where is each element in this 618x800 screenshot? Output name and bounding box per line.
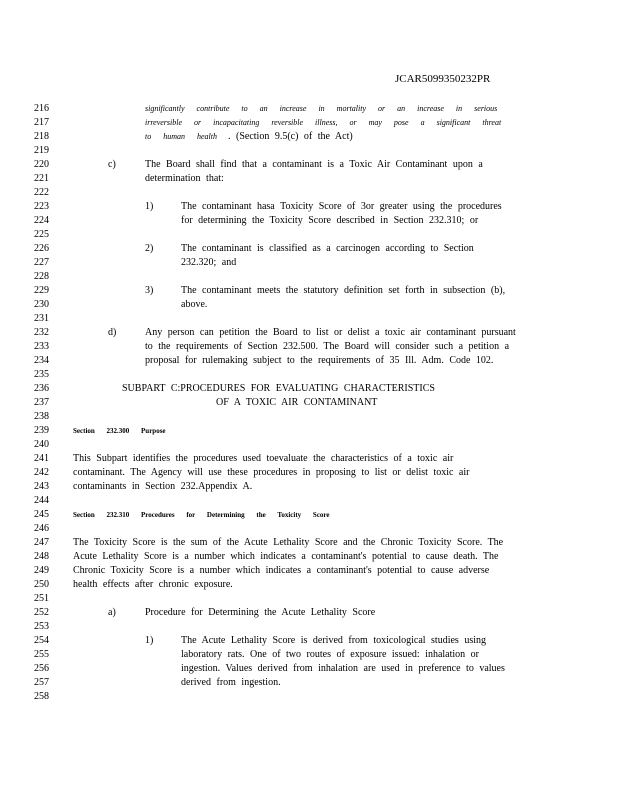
line-number: 257: [34, 676, 49, 688]
line-number: 244: [34, 494, 49, 506]
document-line: [0, 466, 618, 480]
line-number: 240: [34, 438, 49, 450]
line-text: The Acute Lethality Score is derived from toxicological studies using: [181, 634, 486, 646]
document-line: [0, 270, 618, 284]
document-line: [0, 550, 618, 564]
line-text: . (Section 9.5(c) of the Act): [228, 130, 353, 142]
line-text: a): [108, 606, 116, 618]
line-text: Acute Lethality Score is a number which indicates a contaminant's potential to cause death. The: [73, 550, 499, 562]
document-line: [0, 298, 618, 312]
line-text: above.: [181, 298, 208, 310]
document-id-header: JCAR5099350232PR: [395, 73, 491, 85]
line-number: 223: [34, 200, 49, 212]
document-line: [0, 284, 618, 298]
line-number: 234: [34, 354, 49, 366]
document-line: [0, 312, 618, 326]
line-number: 236: [34, 382, 49, 394]
line-text: contaminants in Section 232.Appendix A.: [73, 480, 253, 492]
line-text: proposal for rulemaking subject to the requirements of 35 Ill. Adm. Code 102.: [145, 354, 494, 366]
line-text: determination that:: [145, 172, 224, 184]
document-line: [0, 326, 618, 340]
line-text: The contaminant meets the statutory definition set forth in subsection (b),: [181, 284, 506, 296]
line-number: 225: [34, 228, 49, 240]
line-text: d): [108, 326, 117, 338]
document-line: [0, 592, 618, 606]
line-number: 252: [34, 606, 49, 618]
document-line: [0, 452, 618, 466]
document-line: [0, 648, 618, 662]
document-line: [0, 564, 618, 578]
document-line: [0, 634, 618, 648]
line-number: 238: [34, 410, 49, 422]
document-line: [0, 494, 618, 508]
document-line: [0, 508, 618, 522]
line-number: 255: [34, 648, 49, 660]
document-line: [0, 620, 618, 634]
document-line: [0, 158, 618, 172]
line-number: 241: [34, 452, 49, 464]
document-line: [0, 662, 618, 676]
line-text: significantly contribute to an increase in mortality or an increase in serious: [145, 103, 498, 113]
document-line: [0, 214, 618, 228]
line-text: Chronic Toxicity Score is a number which indicates a contaminant's potential to cause adverse: [73, 564, 490, 576]
line-number: 239: [34, 424, 49, 436]
line-text: The contaminant hasa Toxicity Score of 3or greater using the procedures: [181, 200, 502, 212]
line-number: 250: [34, 578, 49, 590]
line-text: Section 232.310 Procedures for Determining the Toxicity Score: [73, 510, 330, 519]
document-line: [0, 424, 618, 438]
line-number: 218: [34, 130, 49, 142]
document-line: [0, 438, 618, 452]
line-number: 258: [34, 690, 49, 702]
document-line: [0, 382, 618, 396]
line-text: to the requirements of Section 232.500. The Board will consider such a petition a: [145, 340, 510, 352]
line-number: 221: [34, 172, 49, 184]
line-text: for determining the Toxicity Score described in Section 232.310; or: [181, 214, 479, 226]
line-number: 224: [34, 214, 49, 226]
document-line: [0, 186, 618, 200]
line-number: 254: [34, 634, 49, 646]
document-line: [0, 410, 618, 424]
line-text: 2): [145, 242, 154, 254]
line-number: 233: [34, 340, 49, 352]
line-text: ingestion. Values derived from inhalation are used in preference to values: [181, 662, 505, 674]
document-line: [0, 606, 618, 620]
line-text: Section 232.300 Purpose: [73, 426, 166, 435]
line-number: 216: [34, 102, 49, 114]
line-text: laboratory rats. One of two routes of exposure issued: inhalation or: [181, 648, 479, 660]
line-text: This Subpart identifies the procedures used toevaluate the characteristics of a toxic air: [73, 452, 454, 464]
line-number: 251: [34, 592, 49, 604]
document-line: [0, 256, 618, 270]
line-number: 220: [34, 158, 49, 170]
document-line: [0, 144, 618, 158]
document-line: [0, 480, 618, 494]
line-text: 3): [145, 284, 154, 296]
line-number: 253: [34, 620, 49, 632]
line-text: to human health: [145, 131, 217, 141]
document-line: [0, 340, 618, 354]
line-text: 232.320; and: [181, 256, 237, 268]
line-number: 232: [34, 326, 49, 338]
line-text: health effects after chronic exposure.: [73, 578, 233, 590]
line-number: 217: [34, 116, 49, 128]
line-number: 246: [34, 522, 49, 534]
line-number: 219: [34, 144, 49, 156]
line-number: 256: [34, 662, 49, 674]
line-number: 237: [34, 396, 49, 408]
line-number: 226: [34, 242, 49, 254]
document-line: [0, 690, 618, 704]
document-line: [0, 102, 618, 116]
document-line: [0, 228, 618, 242]
document-line: [0, 676, 618, 690]
line-text: SUBPART C:PROCEDURES FOR EVALUATING CHARACTERISTICS: [122, 382, 435, 394]
line-number: 231: [34, 312, 49, 324]
document-line: [0, 200, 618, 214]
line-text: The Toxicity Score is the sum of the Acute Lethality Score and the Chronic Toxicity Score. The: [73, 536, 504, 548]
line-text: Any person can petition the Board to list or delist a toxic air contaminant pursuant: [145, 326, 516, 338]
document-line: [0, 130, 618, 144]
document-line: [0, 578, 618, 592]
line-text: 1): [145, 634, 154, 646]
line-number: 247: [34, 536, 49, 548]
line-text: c): [108, 158, 116, 170]
document-line: [0, 354, 618, 368]
line-number: 227: [34, 256, 49, 268]
line-number: 245: [34, 508, 49, 520]
line-number: 249: [34, 564, 49, 576]
document-line: [0, 116, 618, 130]
line-text: contaminant. The Agency will use these procedures in proposing to list or delist toxic air: [73, 466, 470, 478]
line-number: 230: [34, 298, 49, 310]
line-text: The contaminant is classified as a carcinogen according to Section: [181, 242, 474, 254]
line-text: 1): [145, 200, 154, 212]
line-text: irreversible or incapacitating reversible illness, or may pose a significant threat: [145, 117, 502, 127]
line-text: OF A TOXIC AIR CONTAMINANT: [216, 396, 378, 408]
line-number: 222: [34, 186, 49, 198]
document-line: [0, 522, 618, 536]
document-line: [0, 368, 618, 382]
line-number: 248: [34, 550, 49, 562]
line-number: 229: [34, 284, 49, 296]
line-number: 243: [34, 480, 49, 492]
document-line: [0, 172, 618, 186]
line-text: The Board shall find that a contaminant is a Toxic Air Contaminant upon a: [145, 158, 483, 170]
document-line: [0, 242, 618, 256]
line-number: 228: [34, 270, 49, 282]
line-number: 235: [34, 368, 49, 380]
line-number: 242: [34, 466, 49, 478]
document-line: [0, 396, 618, 410]
line-text: Procedure for Determining the Acute Lethality Score: [145, 606, 376, 618]
document-line: [0, 536, 618, 550]
line-text: derived from ingestion.: [181, 676, 281, 688]
